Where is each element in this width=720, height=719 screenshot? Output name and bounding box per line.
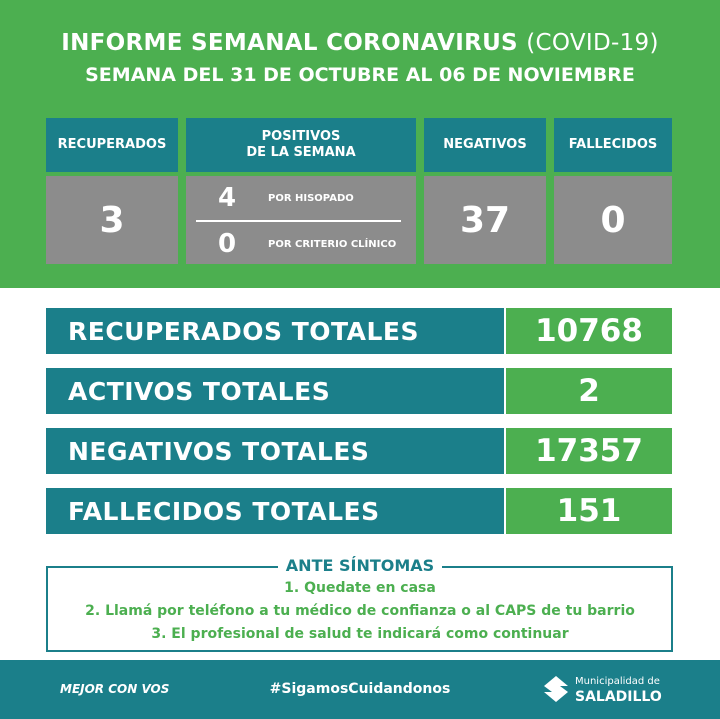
activos-totales-label: ACTIVOS TOTALES bbox=[46, 368, 504, 414]
fallecidos-header: FALLECIDOS bbox=[554, 118, 672, 172]
footer-muni-line2: SALADILLO bbox=[575, 689, 662, 705]
clinico-value: 0 bbox=[217, 229, 237, 259]
clinico-row bbox=[186, 222, 416, 266]
symptoms-line-1: 1. Quedate en casa bbox=[284, 580, 436, 596]
negativos-value: 37 bbox=[424, 176, 546, 264]
page-subtitle: SEMANA DEL 31 DE OCTUBRE AL 06 DE NOVIEMBRE bbox=[85, 64, 635, 86]
page-title bbox=[0, 30, 720, 56]
positivos-cell bbox=[186, 176, 416, 264]
municipality-logo-icon bbox=[541, 674, 571, 704]
symptoms-line-3: 3. El profesional de salud te indicará como continuar bbox=[151, 626, 569, 642]
negativos-totales-value: 17357 bbox=[506, 428, 672, 474]
footer-bar bbox=[0, 660, 720, 719]
negativos-totales-label: NEGATIVOS TOTALES bbox=[46, 428, 504, 474]
recuperados-totales-value: 10768 bbox=[506, 308, 672, 354]
negativos-header: NEGATIVOS bbox=[424, 118, 546, 172]
fallecidos-value: 0 bbox=[554, 176, 672, 264]
footer-hashtag: #SigamosCuidandonos bbox=[269, 681, 451, 697]
footer-brand: MEJOR CON VOS bbox=[60, 682, 170, 696]
fallecidos-totales-value: 151 bbox=[506, 488, 672, 534]
recuperados-header: RECUPERADOS bbox=[46, 118, 178, 172]
hisopado-label: POR HISOPADO bbox=[268, 192, 354, 204]
footer-muni-line1: Municipalidad de bbox=[575, 676, 660, 687]
positivos-header-line2: DE LA SEMANA bbox=[246, 145, 356, 160]
title-suffix: (COVID-19) bbox=[526, 30, 659, 56]
clinico-label: POR CRITERIO CLÍNICO bbox=[268, 238, 397, 250]
recuperados-value: 3 bbox=[46, 176, 178, 264]
fallecidos-totales-label: FALLECIDOS TOTALES bbox=[46, 488, 504, 534]
positivos-header bbox=[186, 118, 416, 172]
symptoms-title bbox=[0, 556, 720, 575]
symptoms-title-text: ANTE SÍNTOMAS bbox=[278, 556, 442, 575]
title-main: INFORME SEMANAL CORONAVIRUS bbox=[61, 30, 518, 56]
hisopado-row bbox=[186, 176, 416, 220]
symptoms-line-2: 2. Llamá por teléfono a tu médico de confianza o al CAPS de tu barrio bbox=[85, 603, 635, 619]
hisopado-value: 4 bbox=[217, 183, 237, 213]
activos-totales-value: 2 bbox=[506, 368, 672, 414]
positivos-header-line1: POSITIVOS bbox=[261, 129, 341, 144]
recuperados-totales-label: RECUPERADOS TOTALES bbox=[46, 308, 504, 354]
